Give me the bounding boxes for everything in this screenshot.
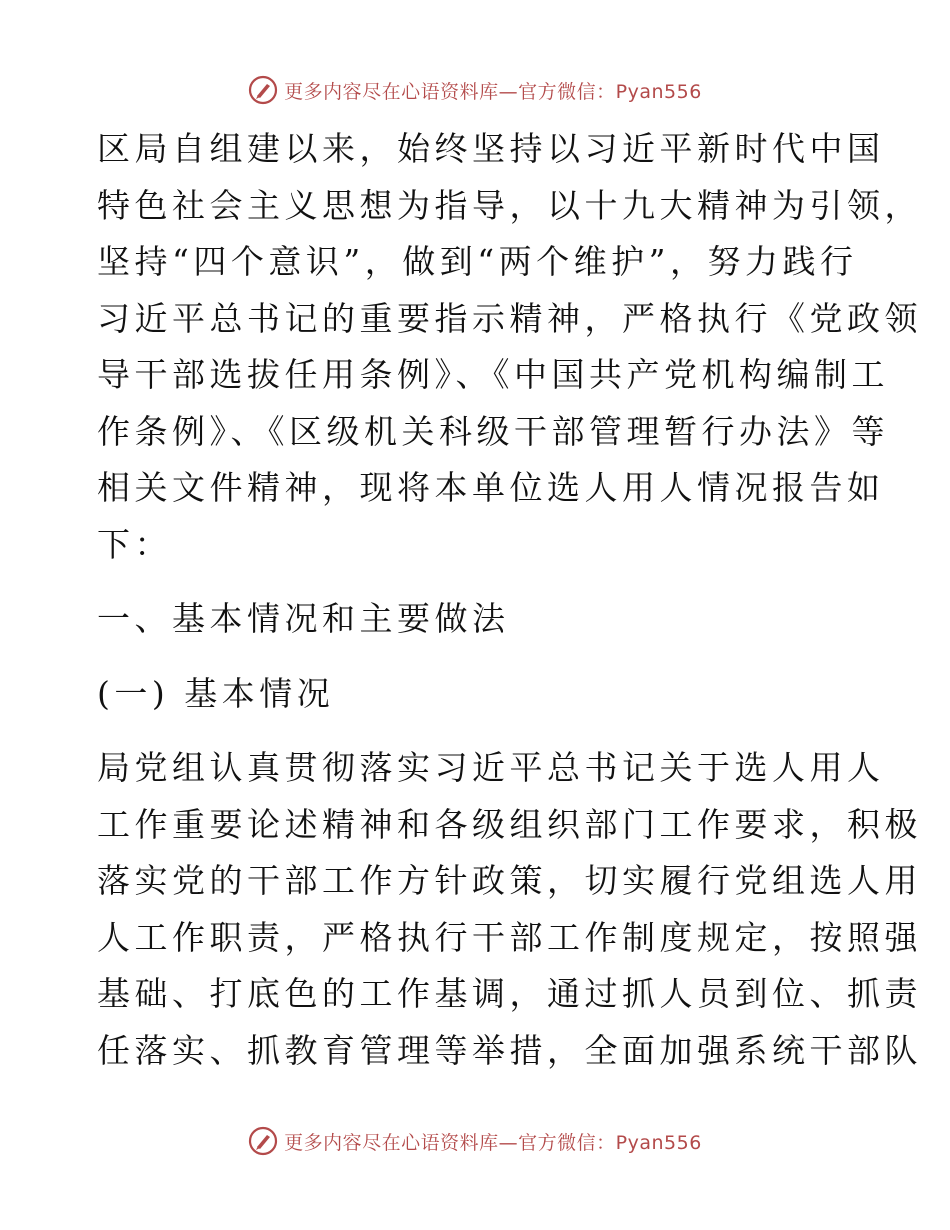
paragraph-line: 作条例》、《区级机关科级干部管理暂行办法》等 bbox=[97, 411, 889, 451]
paragraph-line: 基础、打底色的工作基调，通过抓人员到位、抓责 bbox=[97, 974, 922, 1013]
paragraph-line: 局党组认真贯彻落实习近平总书记关于选人用人 bbox=[97, 748, 885, 787]
quill-pen-icon bbox=[248, 75, 278, 105]
body-paragraph bbox=[97, 740, 922, 1079]
paragraph-line: 工作重要论述精神和各级组织部门工作要求，积极 bbox=[97, 804, 922, 844]
subsection-heading: (一) 基本情况 bbox=[97, 673, 335, 713]
document-body bbox=[97, 121, 922, 1079]
section-heading: 一、基本情况和主要做法 bbox=[97, 599, 510, 638]
paragraph-line: 下： bbox=[97, 524, 172, 564]
paragraph-line: 坚持“四个意识”，做到“两个维护”，努力践行 bbox=[97, 242, 858, 281]
paragraph-line: 任落实、抓教育管理等举措，全面加强系统干部队 bbox=[97, 1030, 922, 1070]
paragraph-line: 人工作职责，严格执行干部工作制度规定，按照强 bbox=[97, 917, 922, 957]
paragraph-line: 落实党的干部工作方针政策，切实履行党组选人用 bbox=[97, 861, 922, 900]
paragraph-line: 特色社会主义思想为指导，以十九大精神为引领， bbox=[97, 185, 922, 225]
paragraph-line: 导干部选拔任用条例》、《中国共产党机构编制工 bbox=[97, 355, 889, 394]
quill-pen-icon bbox=[248, 1126, 278, 1156]
paragraph-line: 相关文件精神，现将本单位选人用人情况报告如 bbox=[97, 468, 885, 507]
watermark-text: 更多内容尽在心语资料库—官方微信：Pyan556 bbox=[284, 1131, 702, 1154]
footer-watermark bbox=[0, 1121, 950, 1161]
header-watermark bbox=[0, 70, 950, 110]
paragraph-line: 习近平总书记的重要指示精神，严格执行《党政领 bbox=[97, 298, 922, 338]
paragraph-line: 区局自组建以来，始终坚持以习近平新时代中国 bbox=[97, 129, 885, 168]
watermark-text: 更多内容尽在心语资料库—官方微信：Pyan556 bbox=[284, 80, 702, 103]
intro-paragraph bbox=[97, 121, 922, 573]
